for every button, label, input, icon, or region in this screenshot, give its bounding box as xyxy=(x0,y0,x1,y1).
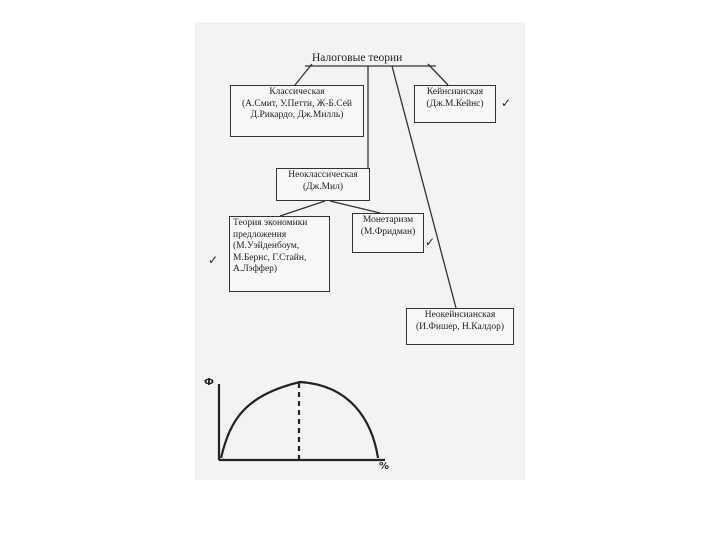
diagram-title: Налоговые теории xyxy=(312,52,403,64)
node-neokeynesian xyxy=(406,308,514,345)
node-classical-line: (А.Смит, У.Петти, Ж-Б.Сей xyxy=(241,98,353,109)
node-supply-theory xyxy=(229,216,330,292)
check-mark-supply: ✓ xyxy=(208,253,219,267)
node-monetarism-line: Монетаризм xyxy=(362,215,414,225)
node-neokeynesian-line: Неокейнсианская xyxy=(424,310,496,320)
check-mark-keynesian: ✓ xyxy=(501,96,512,110)
node-neoclassical xyxy=(276,168,370,201)
node-monetarism-line: (М.Фридман) xyxy=(360,226,416,237)
node-classical-line: Классическая xyxy=(269,87,325,97)
node-keynesian-line: (Дж.М.Кейнс) xyxy=(426,98,484,109)
node-supply-line: М.Бернс, Г.Стайн, xyxy=(233,252,307,263)
node-supply-line: предложения xyxy=(233,229,287,240)
node-supply-line: (М.Уэйденбоум, xyxy=(233,241,300,251)
curve-x-label: % xyxy=(379,461,390,472)
node-neokeynesian-line: (И.Фишер, Н.Калдор) xyxy=(415,321,504,332)
curve-y-label: Ф xyxy=(204,377,214,388)
check-mark-monetarism: ✓ xyxy=(425,235,436,249)
node-classical-line: Д.Рикардо, Дж.Милль) xyxy=(250,110,344,120)
node-keynesian xyxy=(414,85,496,123)
node-neoclassical-line: Неоклассическая xyxy=(288,170,358,180)
node-supply-line: Теория экономики xyxy=(233,218,308,228)
node-neoclassical-line: (Дж.Мил) xyxy=(302,181,344,192)
node-monetarism xyxy=(352,213,424,253)
node-classical xyxy=(230,85,364,137)
node-supply-line: А.Лэффер) xyxy=(233,264,278,274)
node-keynesian-line: Кейнсианская xyxy=(426,87,484,97)
